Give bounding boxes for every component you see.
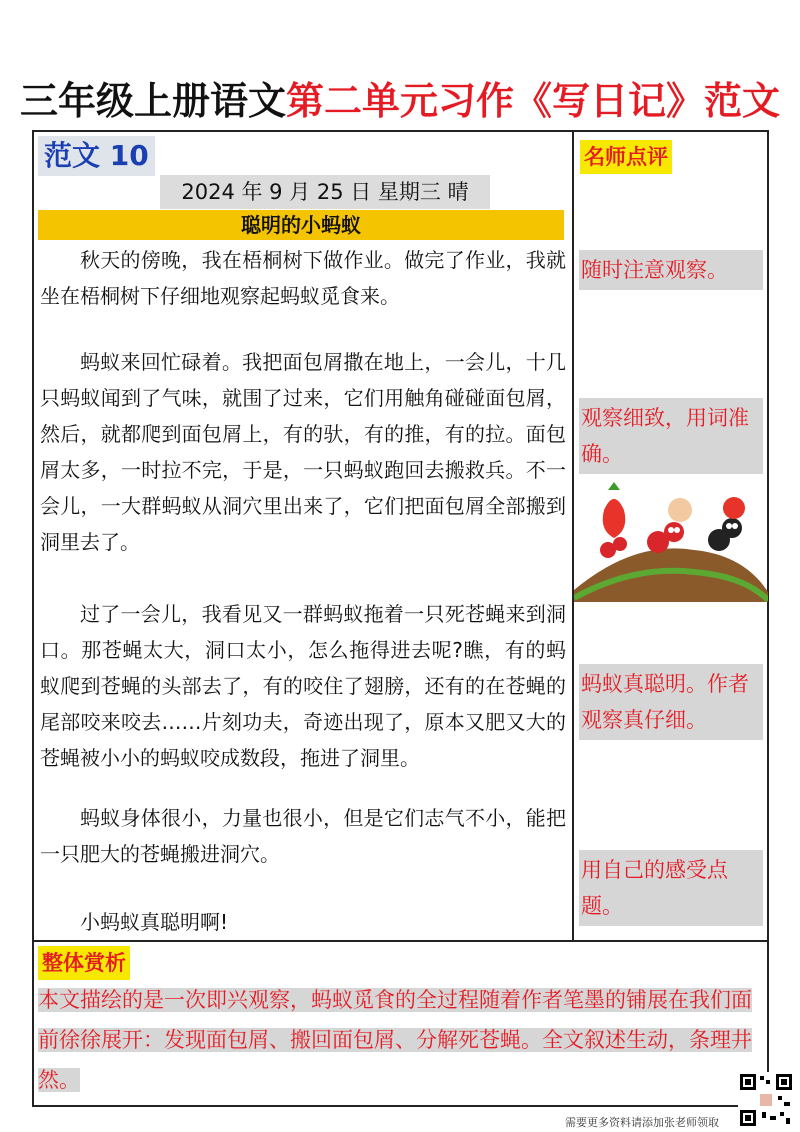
essay-paragraph-3: 过了一会儿，我看见又一群蚂蚁拖着一只死苍蝇来到洞口。那苍蝇太大，洞口太小，怎么拖得进去呢?瞧，有的蚂蚁爬到苍蝇的头部去了，有的咬住了翅膀，还有的在苍蝇的尾部咬来咬去……片刻功夫，奇迹出现了，原本又肥又大的苍蝇被小小的蚂蚁咬成数段，拖进了洞里。 <box>40 602 566 770</box>
essay-paragraph-1: 秋天的傍晚，我在梧桐树下做作业。做完了作业，我就坐在梧桐树下仔细地观察起蚂蚁觅食来。 <box>40 248 566 308</box>
comment-1: 随时注意观察。 <box>579 250 763 290</box>
essay-paragraph-5: 小蚂蚁真聪明啊! <box>80 910 229 934</box>
overall-text-body: 本文描绘的是一次即兴观察，蚂蚁觅食的全过程随着作者笔墨的铺展在我们面前徐徐展开：发现面包屑、搬回面包屑、分解死苍蝇。全文叙述生动，条理井然。 <box>38 988 752 1092</box>
title-part-black: 三年级上册语文 <box>19 79 286 123</box>
overall-text <box>38 980 766 1100</box>
footer-note: 需要更多资料请添加张老师领取 <box>565 1116 719 1129</box>
page-title <box>0 70 800 125</box>
comment-tag: 名师点评 <box>580 140 672 174</box>
essay-date: 2024 年 9 月 25 日 星期三 晴 <box>160 175 490 209</box>
row-divider <box>32 940 769 942</box>
ant-illustration <box>574 480 768 602</box>
qr-code-icon <box>738 1072 794 1128</box>
essay-paragraph-2: 蚂蚁来回忙碌着。我把面包屑撒在地上，一会儿，十几只蚂蚁闻到了气味，就围了过来，它们用触角碰碰面包屑，然后，就都爬到面包屑上，有的驮，有的推，有的拉。面包屑太多，一时拉不完，于是，一只蚂蚁跑回去搬救兵。不一会儿，一大群蚂蚁从洞穴里出来了，它们把面包屑全部搬到洞里去了。 <box>40 350 566 554</box>
title-part-red: 第二单元习作《写日记》范文 <box>286 79 781 123</box>
comment-4: 用自己的感受点题。 <box>579 850 763 926</box>
essay-title: 聪明的小蚂蚁 <box>38 210 564 240</box>
comment-3: 蚂蚁真聪明。作者观察真仔细。 <box>579 664 763 740</box>
overall-tag: 整体赏析 <box>38 946 130 980</box>
comment-2: 观察细致，用词准确。 <box>579 398 763 474</box>
essay-paragraph-4: 蚂蚁身体很小，力量也很小，但是它们志气不小，能把一只肥大的苍蝇搬进洞穴。 <box>40 806 566 866</box>
essay-tag: 范文 10 <box>38 136 155 176</box>
